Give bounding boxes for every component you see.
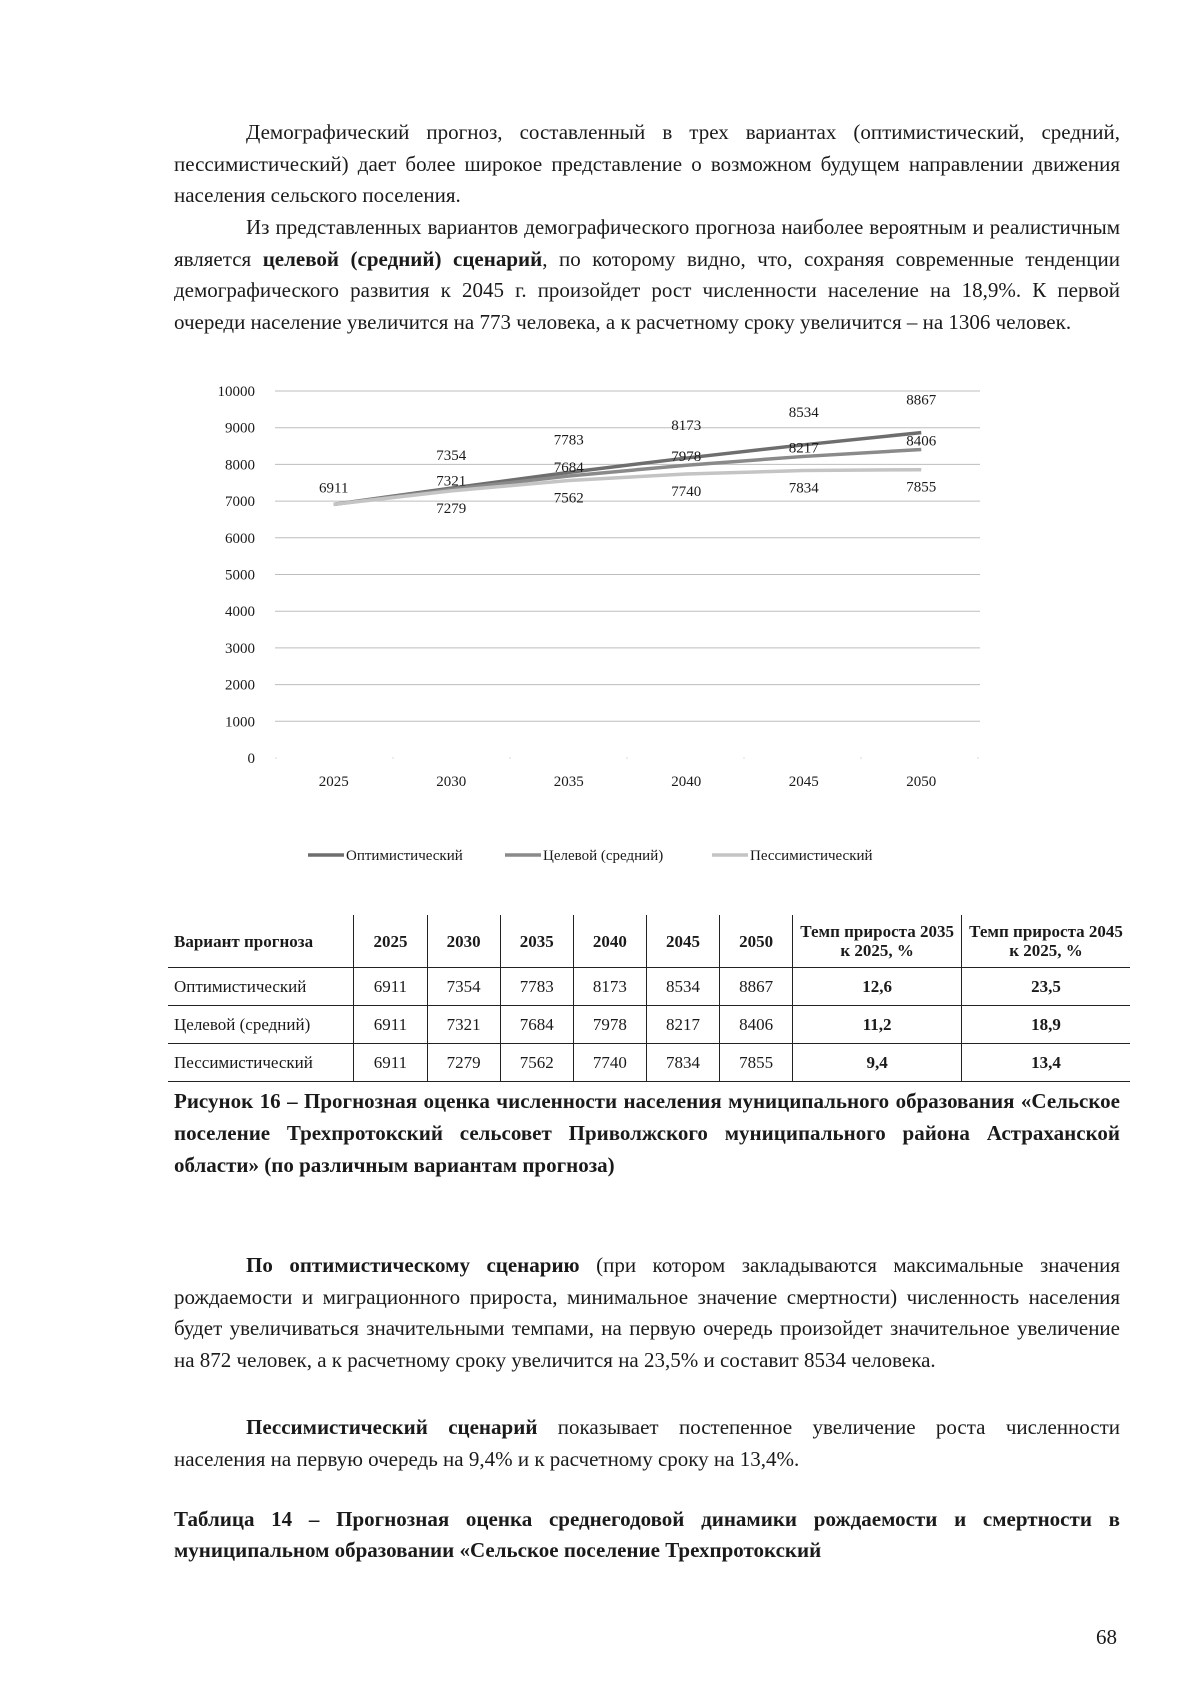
table-header-cell: 2025 [354, 915, 427, 968]
table-cell: 8406 [720, 1006, 793, 1044]
table-cell: 11,2 [793, 1006, 962, 1044]
y-tick-label: 2000 [225, 677, 255, 694]
y-tick-label: 10000 [217, 384, 255, 400]
data-label: 8534 [788, 404, 819, 421]
y-tick-label: 8000 [225, 457, 255, 474]
table-cell: 7855 [720, 1044, 793, 1082]
x-tick-label: 2040 [671, 774, 702, 790]
x-tick-label: 2035 [553, 774, 584, 790]
x-tick-label: 2045 [788, 774, 819, 790]
table-header-cell: Темп прироста 2045 к 2025, % [962, 915, 1130, 968]
paragraph-text: (при котором закладываются максимальные значения рождаемости и миграционного прироста, минимальное значение смертности) численность населения будет увеличиваться значительными темпами, на первую очередь произойдет значительное увеличение на 872 человек, а к расчетному сроку увеличится на 23,5% и составит 8534 человека. [174, 1253, 1120, 1372]
data-label: 6911 [319, 480, 349, 497]
table-cell: 6911 [354, 1006, 427, 1044]
forecast-table [168, 915, 1130, 1082]
paragraph-text: , по которому видно, что, сохраняя современные тенденции демографического развития к 2045 г. произойдет рост численности население на 18,9%. К первой очереди население увеличится на 773 человека, а к расчетному сроку увеличится – на 1306 человек. [174, 246, 1121, 334]
table-cell: Пессимистический [168, 1044, 354, 1082]
data-label: 8217 [788, 440, 819, 457]
legend-label: Пессимистический [750, 848, 873, 864]
table-cell: 6911 [354, 968, 427, 1006]
paragraph-pessimistic-scenario [174, 1412, 1120, 1475]
data-label: 7783 [553, 432, 584, 449]
table-cell: Оптимистический [168, 968, 354, 1006]
table-cell: 23,5 [962, 968, 1130, 1006]
y-tick-label: 7000 [225, 494, 255, 511]
table-cell: 7684 [500, 1006, 573, 1044]
table-header-cell: 2035 [500, 915, 573, 968]
table-header-cell: 2045 [646, 915, 719, 968]
page-number: 68 [1096, 1625, 1117, 1649]
table-cell: 8173 [573, 968, 646, 1006]
legend-label: Оптимистический [346, 848, 463, 864]
paragraph-text: показывает постепенное увеличение роста численности населения на первую очередь на 9,4% и к расчетному сроку на 13,4%. [174, 1415, 1120, 1471]
table-cell: 7783 [500, 968, 573, 1006]
bold-term: По оптимистическому сценарию [246, 1253, 580, 1277]
table-cell: 9,4 [793, 1044, 962, 1082]
table-cell: 8534 [646, 968, 719, 1006]
table-cell: 7354 [427, 968, 500, 1006]
table-cell: Целевой (средний) [168, 1006, 354, 1044]
data-label: 8173 [671, 418, 702, 435]
figure-caption: Рисунок 16 – Прогнозная оценка численности населения муниципального образования «Сельское поселение Трехпротокский сельсовет Приволжского муниципального района Астраханской области» (по различным вариантам прогноза) [174, 1089, 1120, 1177]
table-header-cell: Вариант прогноза [168, 915, 354, 968]
paragraph-target-scenario [174, 212, 1120, 338]
table-cell: 7834 [646, 1044, 719, 1082]
table-header-cell: 2050 [720, 915, 793, 968]
y-tick-label: 4000 [225, 604, 255, 621]
x-tick-label: 2050 [906, 774, 937, 790]
table-cell: 7978 [573, 1006, 646, 1044]
table-cell: 18,9 [962, 1006, 1130, 1044]
data-label: 7321 [436, 473, 467, 490]
table-cell: 7562 [500, 1044, 573, 1082]
table-header-cell: 2030 [427, 915, 500, 968]
table-header-row [168, 915, 1130, 968]
population-forecast-chart [200, 384, 1080, 895]
data-label: 8867 [906, 392, 937, 409]
y-tick-label: 5000 [225, 567, 255, 584]
data-label: 7855 [906, 479, 937, 496]
data-label: 7978 [671, 449, 702, 466]
data-label: 7684 [553, 459, 584, 476]
table-cell: 8217 [646, 1006, 719, 1044]
data-label: 8406 [906, 433, 937, 450]
table-cell: 7279 [427, 1044, 500, 1082]
paragraph-forecast-intro [174, 117, 1120, 212]
table-header-cell: 2040 [573, 915, 646, 968]
table-cell: 13,4 [962, 1044, 1130, 1082]
y-tick-label: 9000 [225, 420, 255, 437]
table-cell: 12,6 [793, 968, 962, 1006]
series-line [334, 470, 922, 505]
table-cell: 7321 [427, 1006, 500, 1044]
table-row [168, 968, 1130, 1006]
data-label: 7354 [436, 448, 467, 465]
legend-label: Целевой (средний) [543, 848, 664, 864]
paragraph-text: Демографический прогноз, составленный в трех вариантах (оптимистический, средний, пессимистический) дает более широкое представление о возможном будущем направлении движения населения сельского поселения. [174, 120, 1120, 207]
data-label: 7834 [788, 480, 819, 497]
y-tick-label: 0 [247, 751, 255, 767]
table-row [168, 1044, 1130, 1082]
table-cell: 7740 [573, 1044, 646, 1082]
table-row [168, 1006, 1130, 1044]
x-tick-label: 2030 [436, 774, 467, 790]
y-tick-label: 3000 [225, 640, 255, 657]
bold-term: целевой (средний) сценарий [262, 246, 543, 271]
paragraph-optimistic-scenario [174, 1250, 1120, 1376]
table-cell: 6911 [354, 1044, 427, 1082]
data-label: 7740 [671, 483, 702, 500]
bold-term: Пессимистический сценарий [246, 1415, 538, 1439]
table-cell: 8867 [720, 968, 793, 1006]
table-caption: Таблица 14 – Прогнозная оценка среднегодовой динамики рождаемости и смертности в муниципальном образовании «Сельское поселение Трехпротокский [174, 1507, 1120, 1562]
data-label: 7562 [553, 490, 584, 507]
table-header-cell: Темп прироста 2035 к 2025, % [793, 915, 962, 968]
y-tick-label: 6000 [225, 530, 255, 547]
paragraph-text: Из представленных вариантов демографического прогноза наиболее вероятным и реалистичным является [174, 215, 1120, 271]
y-tick-label: 1000 [225, 714, 255, 731]
x-tick-label: 2025 [318, 774, 349, 790]
data-label: 7279 [436, 500, 467, 517]
